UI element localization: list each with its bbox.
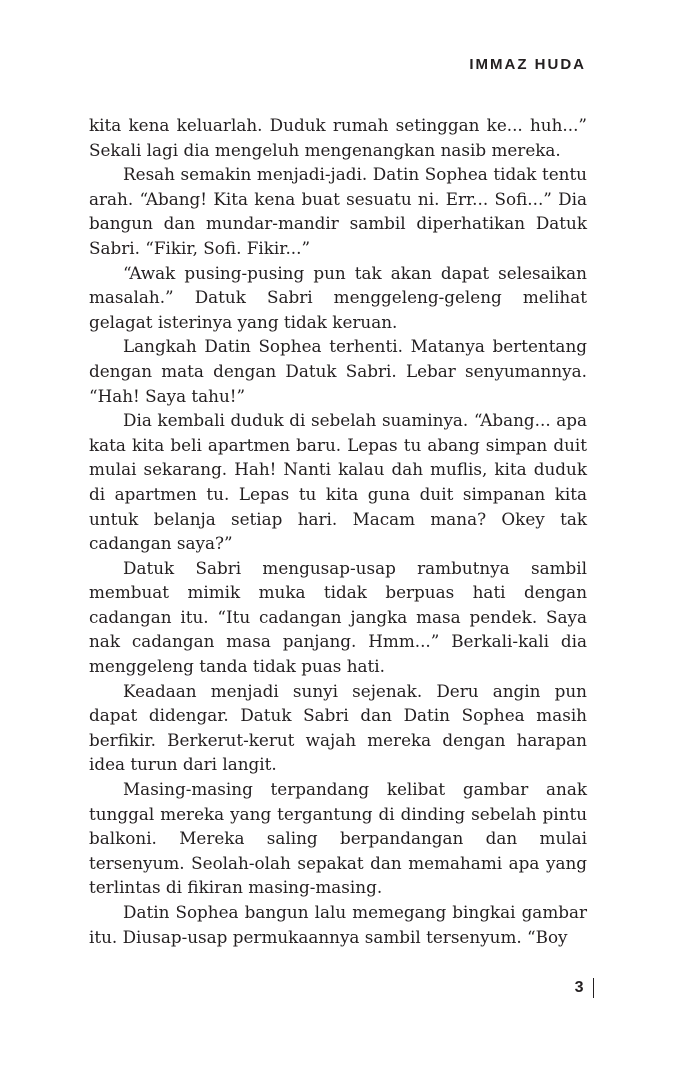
paragraph: “Awak pusing-pusing pun tak akan dapat selesaikan masalah.” Datuk Sabri menggeleng-geleng melihat gelagat isterinya yang tidak keruan. [89, 262, 587, 332]
running-head-author: IMMAZ HUDA [469, 56, 586, 73]
paragraph: Datuk Sabri mengusap-usap rambutnya sambil membuat mimik muka tidak berpuas hati dengan cadangan itu. “Itu cadangan jangka masa pendek. Saya nak cadangan masa panjang. Hmm...” Berkali-kali dia menggeleng tanda tidak puas hati. [89, 557, 587, 677]
paragraph: kita kena keluarlah. Duduk rumah setinggan ke... huh...” Sekali lagi dia mengeluh mengenangkan nasib mereka. [89, 115, 587, 160]
page-number: 3 [574, 979, 584, 996]
folio-divider [593, 978, 595, 998]
page-folio [575, 978, 594, 998]
body-text [89, 113, 587, 949]
paragraph: Datin Sophea bangun lalu memegang bingkai gambar itu. Diusap-usap permukaannya sambil tersenyum. “Boy [89, 902, 587, 947]
paragraph: Langkah Datin Sophea terhenti. Matanya bertentang dengan mata dengan Datuk Sabri. Lebar senyumannya. “Hah! Saya tahu!” [89, 336, 587, 406]
paragraph: Dia kembali duduk di sebelah suaminya. “Abang... apa kata kita beli apartmen baru. Lepas tu abang simpan duit mulai sekarang. Hah! Nanti kalau dah muflis, kita duduk di apartmen tu. Lepas tu kita guna duit simpanan kita untuk belanja setiap hari. Macam mana? Okey tak cadangan saya?” [89, 410, 587, 554]
paragraph: Keadaan menjadi sunyi sejenak. Deru angin pun dapat didengar. Datuk Sabri dan Datin Sophea masih berfikir. Berkerut-kerut wajah mereka dengan harapan idea turun dari langit. [89, 680, 587, 775]
paragraph: Masing-masing terpandang kelibat gambar anak tunggal mereka yang tergantung di dinding sebelah pintu balkoni. Mereka saling berpandangan dan mulai tersenyum. Seolah-olah sepakat dan memahami apa yang terlintas di fikiran masing-masing. [89, 779, 587, 898]
paragraph: Resah semakin menjadi-jadi. Datin Sophea tidak tentu arah. “Abang! Kita kena buat sesuatu ni. Err... Sofi...” Dia bangun dan mundar-mandir sambil diperhatikan Datuk Sabri. “Fikir, Sofi. Fikir...” [89, 164, 587, 258]
